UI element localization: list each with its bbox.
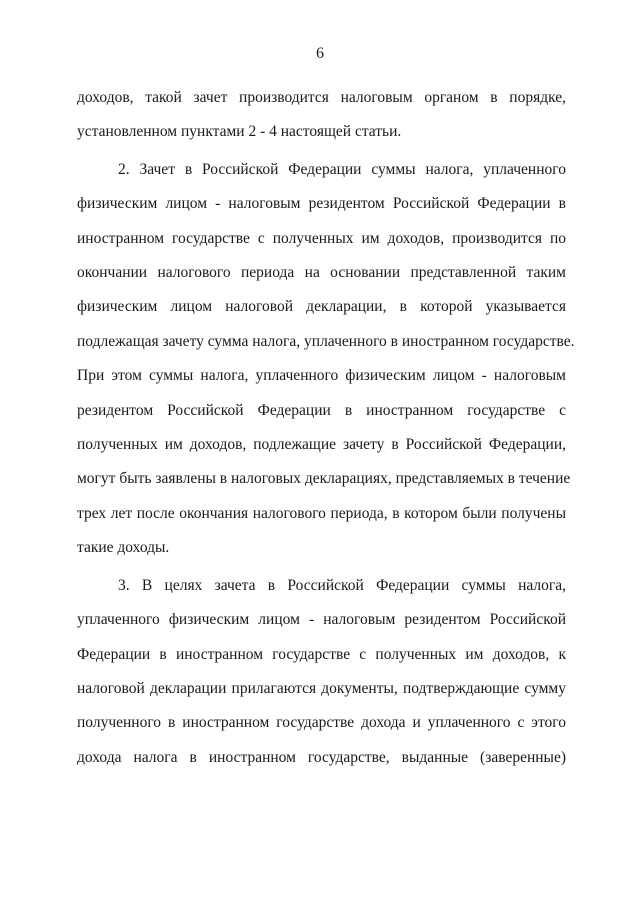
text-line: резидентом Российской Федерации в иностранном государстве с [77,401,566,419]
text-line: уплаченного физическим лицом - налоговым резидентом Российской [77,611,566,629]
text-line: Федерации в иностранном государстве с полученных им доходов, к [77,645,566,663]
text-line: 2. Зачет в Российской Федерации суммы налога, уплаченного [118,160,566,178]
text-line: такие доходы. [77,539,170,557]
text-line: физическим лицом налоговой декларации, в которой указывается [77,298,566,316]
paragraph-2 [77,153,575,566]
text-line: установленном пунктами 2 - 4 настоящей статьи. [77,123,402,141]
text-line: 3. В целях зачета в Российской Федерации суммы налога, [118,576,566,594]
text-line: налоговой декларации прилагаются документы, подтверждающие сумму [77,679,566,697]
text-line: окончании налогового периода на основании представленной таким [77,264,566,282]
text-line: доходов, такой зачет производится налоговым органом в порядке, [77,89,566,106]
text-line: полученных им доходов, подлежащие зачету в Российской Федерации, [77,436,566,454]
text-line: подлежащая зачету сумма налога, уплаченного в иностранном государстве. [77,332,575,350]
text-line: трех лет после окончания налогового периода, в котором были получены [77,504,566,522]
text-line: физическим лицом - налоговым резидентом Российской Федерации в [77,195,566,213]
text-line: При этом суммы налога, уплаченного физическим лицом - налоговым [77,367,566,385]
text-line: могут быть заявлены в налоговых декларациях, представляемых в течение [77,470,571,488]
paragraph-1 [77,81,566,150]
text-line: дохода налога в иностранном государстве, выданные (заверенные) [77,748,566,766]
page-number: 6 [316,45,324,62]
paragraph-3 [77,569,566,775]
document-body [77,81,575,775]
text-line: полученного в иностранном государстве дохода и уплаченного с этого [77,714,566,732]
text-line: иностранном государстве с полученных им доходов, производится по [77,229,566,247]
